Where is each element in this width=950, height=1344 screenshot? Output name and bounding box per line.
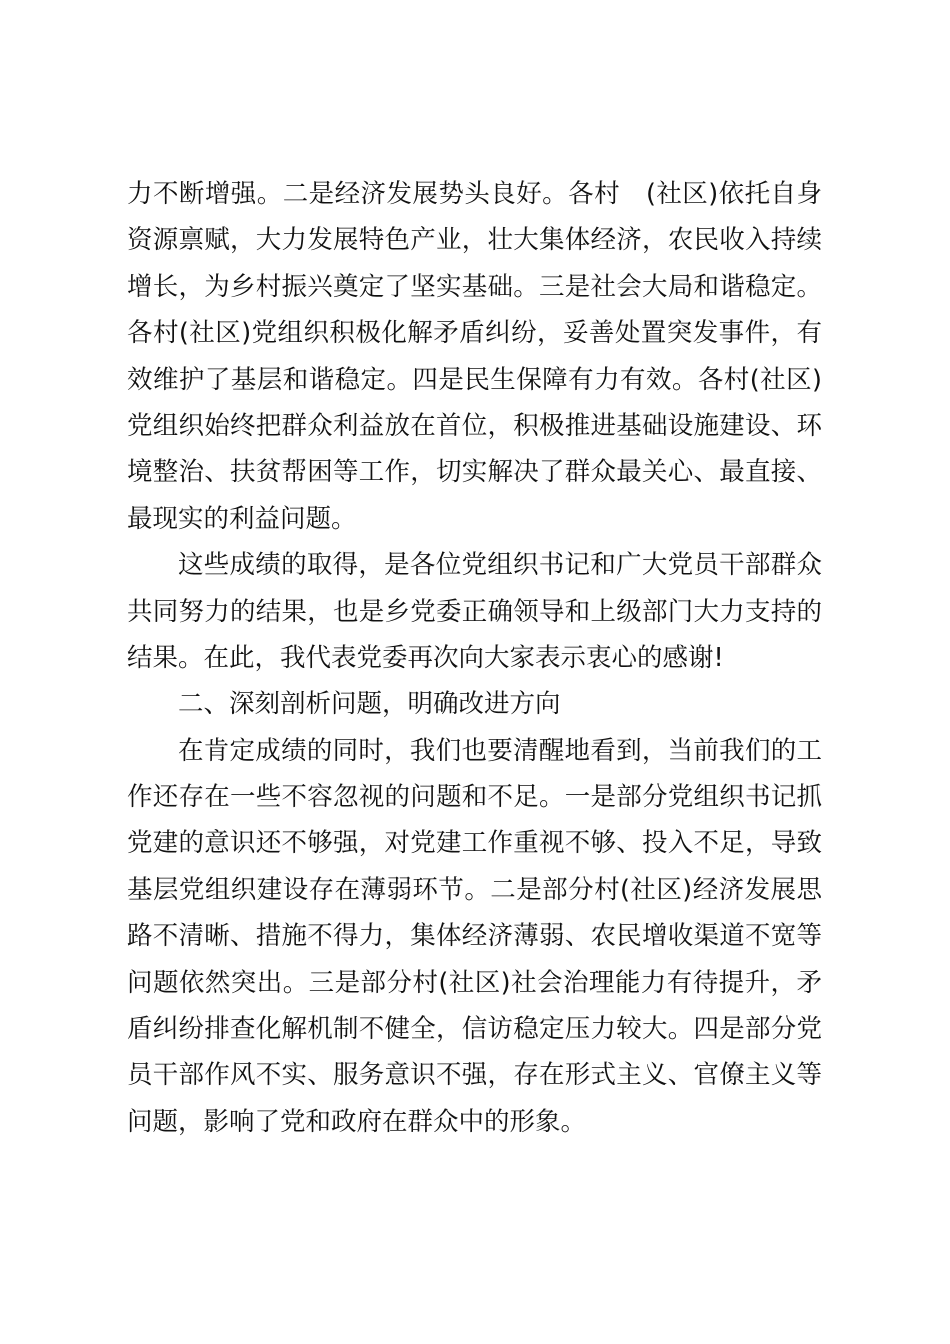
- text-line: 问题依然突出。三是部分村(社区)社会治理能力有待提升，矛: [127, 967, 822, 998]
- text-line: 各村(社区)党组织积极化解矛盾纠纷，妥善处置突发事件，有: [127, 318, 822, 349]
- text-line: 增长，为乡村振兴奠定了坚实基础。三是社会大局和谐稳定。: [127, 271, 822, 302]
- document-body: [127, 171, 822, 1145]
- text-line: 最现实的利益问题。: [127, 503, 357, 534]
- text-line: 力不断增强。二是经济发展势头良好。各村 (社区)依托自身: [127, 179, 822, 209]
- text-line: 作还存在一些不容忽视的问题和不足。一是部分党组织书记抓: [127, 782, 822, 813]
- paragraph-thanks: [127, 542, 822, 681]
- text-line: 资源禀赋，大力发展特色产业，壮大集体经济，农民收入持续: [127, 225, 822, 256]
- section-heading: [127, 681, 822, 727]
- text-line: 问题，影响了党和政府在群众中的形象。: [127, 1106, 587, 1137]
- text-line: 党建的意识还不够强，对党建工作重视不够、投入不足，导致: [127, 828, 822, 859]
- text-line: 这些成绩的取得，是各位党组织书记和广大党员干部群众: [178, 550, 822, 581]
- paragraph-problems: [127, 728, 822, 1146]
- text-line: 路不清晰、措施不得力，集体经济薄弱、农民增收渠道不宽等: [127, 921, 822, 952]
- text-line: 员干部作风不实、服务意识不强，存在形式主义、官僚主义等: [127, 1060, 822, 1091]
- text-line: 在肯定成绩的同时，我们也要清醒地看到，当前我们的工: [178, 735, 822, 766]
- text-line: 境整治、扶贫帮困等工作，切实解决了群众最关心、最直接、: [127, 457, 822, 488]
- paragraph-achievements: [127, 171, 822, 542]
- text-line: 效维护了基层和谐稳定。四是民生保障有力有效。各村(社区): [127, 364, 822, 395]
- text-line: 党组织始终把群众利益放在首位，积极推进基础设施建设、环: [127, 410, 822, 441]
- text-line: 盾纠纷排查化解机制不健全，信访稳定压力较大。四是部分党: [127, 1014, 822, 1045]
- text-line: 基层党组织建设存在薄弱环节。二是部分村(社区)经济发展思: [127, 874, 822, 905]
- text-line: 共同努力的结果，也是乡党委正确领导和上级部门大力支持的: [127, 596, 822, 627]
- section-heading-text: 二、深刻剖析问题，明确改进方向: [178, 689, 561, 720]
- text-line: 结果。在此，我代表党委再次向大家表示衷心的感谢!: [127, 642, 724, 673]
